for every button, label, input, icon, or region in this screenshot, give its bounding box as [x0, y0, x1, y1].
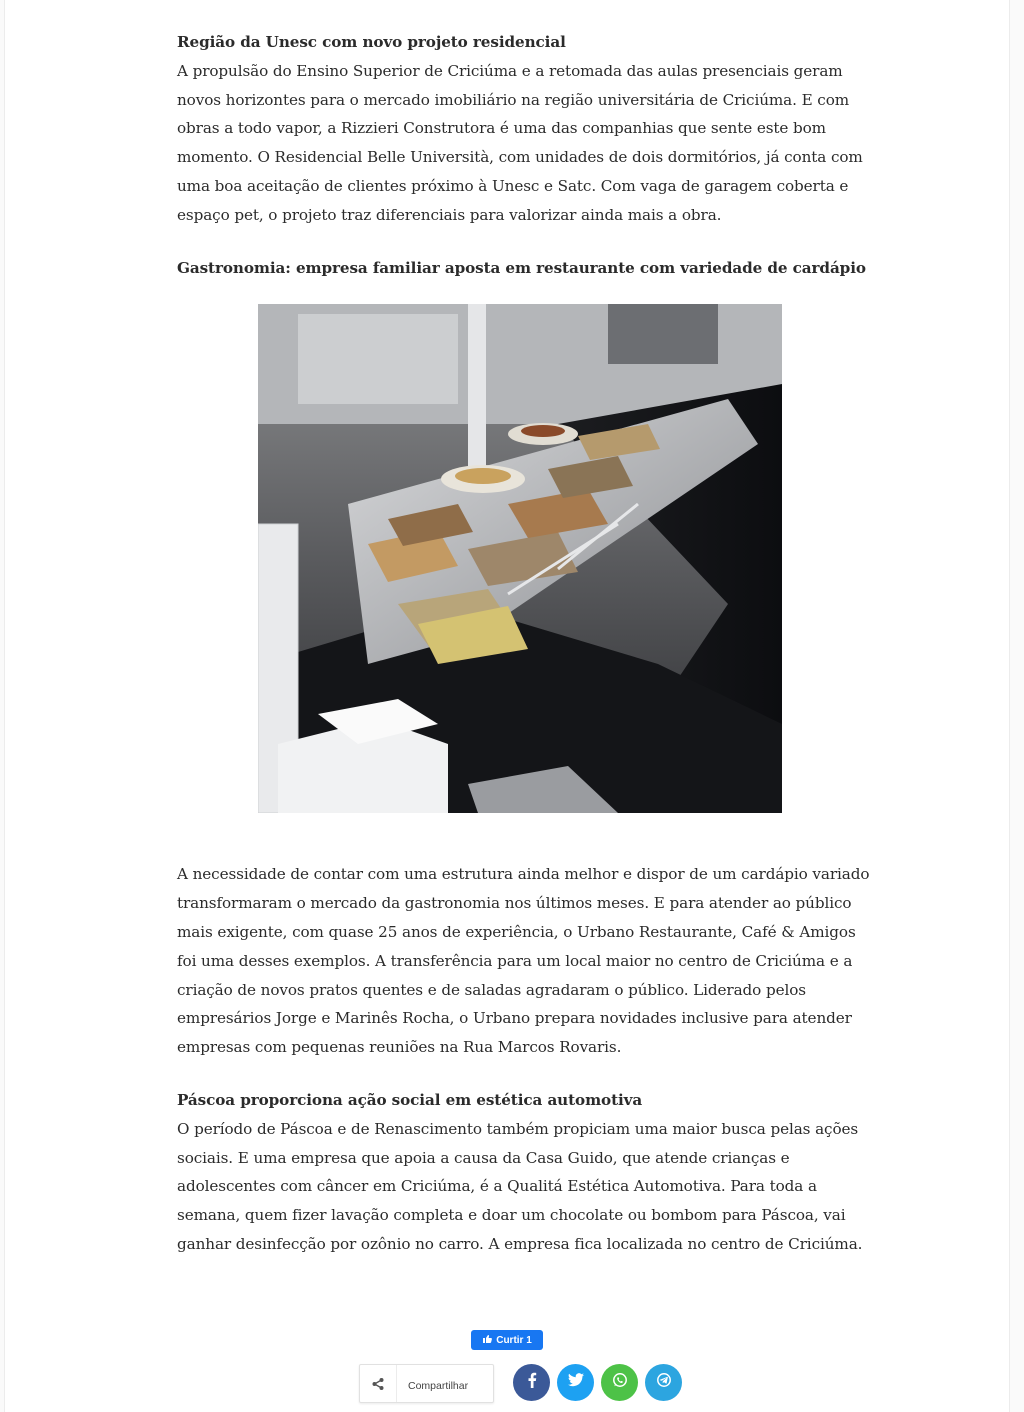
telegram-share-button[interactable] [645, 1364, 682, 1401]
section-body: A necessidade de contar com uma estrutura ainda melhor e dispor de um cardápio variado transformaram o mercado da gastronomia nos últimos meses. E para atender ao público mais exigente, com quase 25 anos de experiência, o Urbano Restaurante, Café & Amigos foi uma desses exemplos. A transferência para um local maior no centro de Criciúma e a criação de novos pratos quentes e de saladas agradaram o público. Liderado pelos empresários Jorge e Marinês Rocha, o Urbano prepara novidades inclusive para atender empresas com pequenas reuniões na Rua Marcos Rovaris. [177, 865, 870, 1057]
like-button[interactable] [471, 1330, 543, 1350]
telegram-icon [656, 1372, 672, 1393]
twitter-icon [568, 1373, 584, 1392]
section-title: Gastronomia: empresa familiar aposta em restaurante com variedade de cardápio [177, 258, 866, 277]
section-title: Região da Unesc com novo projeto residencial [177, 33, 566, 51]
thumbs-up-icon [482, 1334, 492, 1347]
buffet-photo [258, 304, 782, 813]
facebook-icon [527, 1372, 537, 1393]
page [4, 0, 1010, 1412]
section-title: Páscoa proporciona ação social em estética automotiva [177, 1090, 643, 1109]
share-button[interactable] [359, 1364, 494, 1403]
section-body: A propulsão do Ensino Superior de Criciúma e a retomada das aulas presenciais geram novos horizontes para o mercado imobiliário na região universitária de Criciúma. E com obras a todo vapor, a Rizzieri Construtora é uma das companhias que sente este bom momento. O Residencial Belle Università, com unidades de dois dormitórios, já conta com uma boa aceitação de clientes próximo à Unesc e Satc. Com vaga de garagem coberta e espaço pet, o projeto traz diferenciais para valorizar ainda mais a obra. [177, 61, 863, 224]
section-body: O período de Páscoa e de Renascimento também propiciam uma maior busca pelas ações sociais. E uma empresa que apoia a causa da Casa Guido, que atende crianças e adolescentes com câncer em Criciúma, é a Qualitá Estética Automotiva. Para toda a semana, quem fizer lavação completa e doar um chocolate ou bombom para Páscoa, vai ganhar desinfecção por ozônio no carro. A empresa fica localizada no centro de Criciúma. [177, 1119, 863, 1253]
article [177, 28, 877, 1259]
share-label: Compartilhar [408, 1379, 469, 1392]
facebook-share-button[interactable] [513, 1364, 550, 1401]
whatsapp-share-button[interactable] [601, 1364, 638, 1401]
twitter-share-button[interactable] [557, 1364, 594, 1401]
share-icon [360, 1365, 397, 1402]
whatsapp-icon [612, 1372, 628, 1393]
like-label: Curtir 1 [496, 1334, 532, 1346]
